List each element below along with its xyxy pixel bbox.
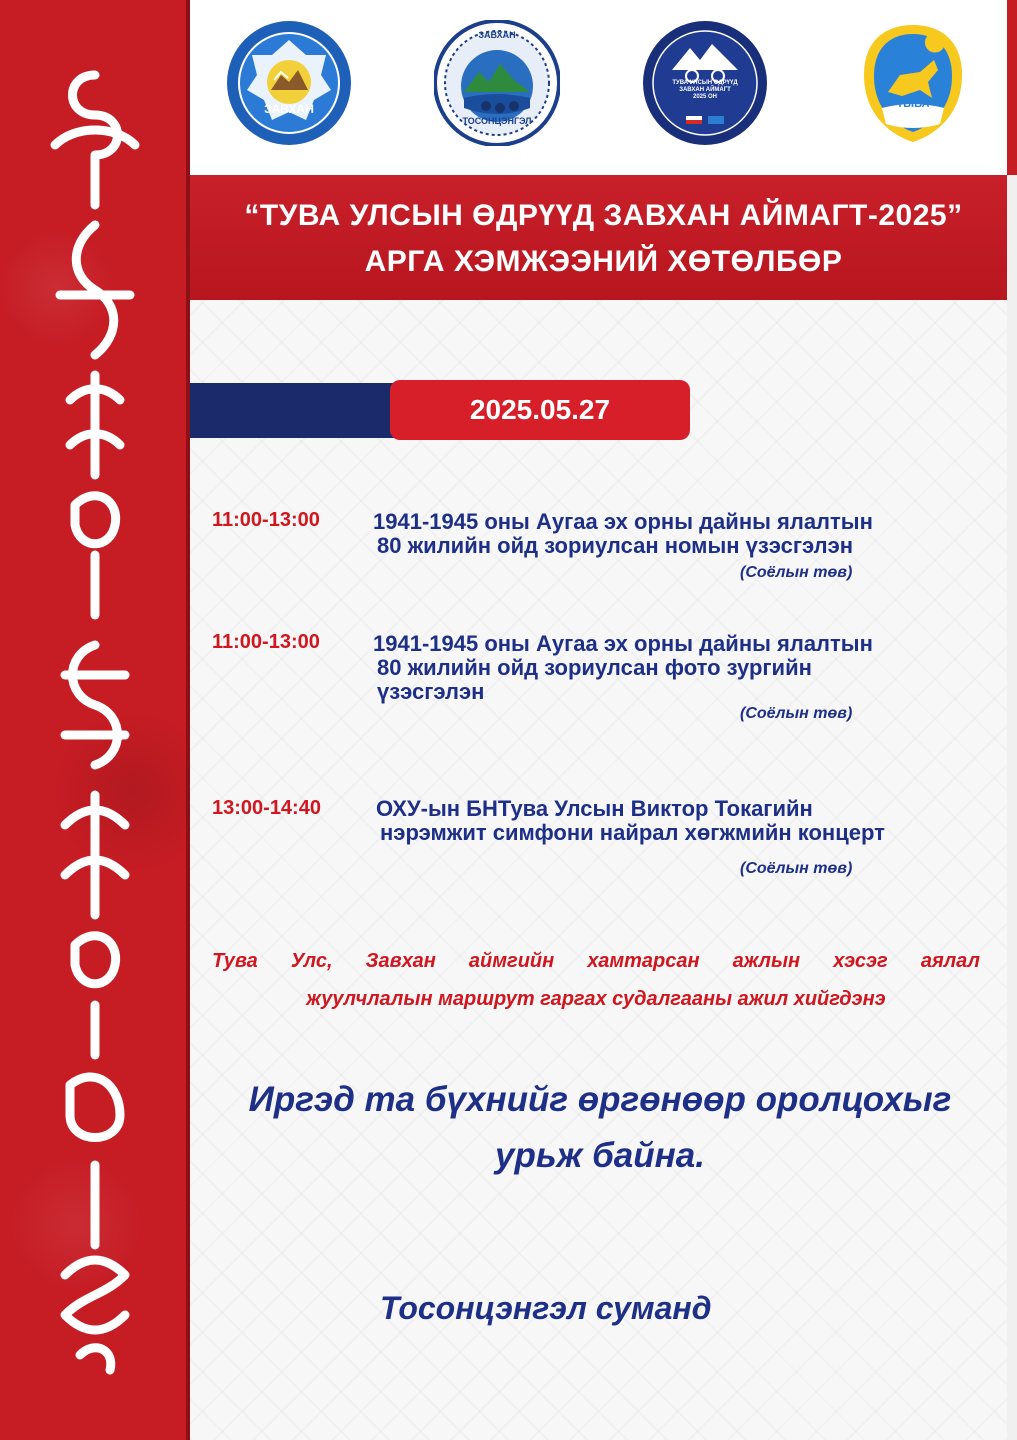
note-line-2: жуулчлалын маршрут гаргах судалгааны ажил хийгдэнэ (306, 988, 886, 1010)
zavkhan-emblem-icon (226, 20, 352, 146)
tosontsengel-emblem-bottom-label: ТОСОНЦЭНГЭЛ (462, 116, 532, 126)
note-line-1: Тува Улс, Завхан аймгийн хамтарсан ажлын хэсэг аялал (212, 950, 980, 972)
date-badge: 2025.05.27 (390, 380, 690, 440)
event-1-title (373, 510, 993, 558)
event-3-venue: (Соёлын төв) (740, 860, 853, 877)
working-group-note (212, 942, 980, 1018)
mongolian-script-slogan (25, 55, 165, 1395)
invitation-line-2: урьж байна. (495, 1136, 705, 1175)
event-1-time: 11:00-13:00 (212, 509, 320, 531)
tuva-days-line-2: ЗАВХАН АЙМАГТ (679, 87, 731, 93)
tosontsengel-emblem-top-label: ЗАВХАН (478, 30, 516, 40)
event-2-title-line-2: 80 жилийн ойд зориулсан фото зургийн (377, 655, 812, 680)
tuva-days-line-1: ТУВА УЛСЫН ӨДРҮҮД (672, 80, 738, 86)
location-text: Тосонцэнгэл суманд (380, 1290, 712, 1326)
event-2-time: 11:00-13:00 (212, 631, 320, 653)
logo-header (190, 0, 1017, 175)
event-1-venue: (Соёлын төв) (740, 564, 853, 581)
decorative-sidebar (0, 0, 190, 1440)
event-1-title-line-2: 80 жилийн ойд зориулсан номын үзэсгэлэн (377, 533, 854, 558)
tuva-coat-label: ТЫВА (896, 98, 930, 110)
title-line-1: “ТУВА УЛСЫН ӨДРҮҮД ЗАВХАН АЙМАГТ-2025” (244, 199, 963, 232)
event-1-title-line-1: 1941-1945 оны Аугаа эх орны дайны ялалтын (373, 509, 873, 534)
tuva-days-line-3: 2025 ОН (692, 94, 717, 100)
title-line-2: АРГА ХЭМЖЭЭНИЙ ХӨТӨЛБӨР (364, 245, 843, 278)
zavkhan-emblem-label: ЗАВХАН (264, 102, 314, 116)
event-3-title-line-1: ОХУ-ын БНТува Улсын Виктор Токагийн (376, 796, 813, 821)
tuva-days-emblem-text (642, 80, 768, 101)
event-3-title-line-2: нэрэмжит симфони найрал хөгжмийн концерт (380, 820, 885, 845)
program-content-area (190, 300, 1007, 1440)
event-3-time: 13:00-14:40 (212, 797, 321, 819)
event-2-venue: (Соёлын төв) (740, 705, 853, 722)
event-3-title (376, 797, 996, 845)
right-edge (1007, 175, 1017, 1440)
invitation-text (200, 1072, 1000, 1184)
title-band (190, 175, 1017, 300)
event-2-title (373, 632, 993, 704)
event-2-title-line-3: үзэсгэлэн (377, 679, 485, 704)
tuva-coat-of-arms-icon (850, 20, 976, 146)
event-2-title-line-1: 1941-1945 оны Аугаа эх орны дайны ялалтын (373, 631, 873, 656)
invitation-line-1: Иргэд та бүхнийг өргөнөөр оролцохыг (248, 1080, 952, 1119)
